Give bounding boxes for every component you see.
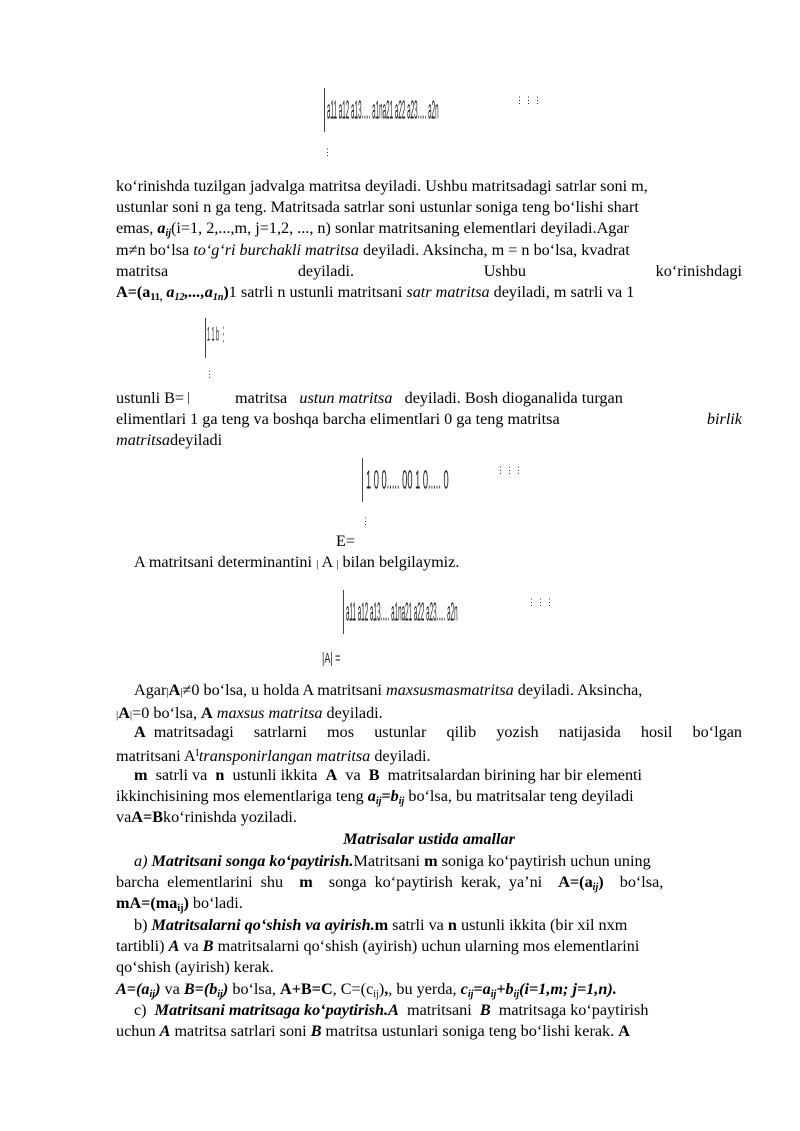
paragraph-transpose bbox=[116, 722, 742, 767]
paragraph-matrix-definition bbox=[116, 176, 742, 303]
matrix-equation-2-tail: ⋮⋮⋮ bbox=[496, 465, 523, 475]
text-line: $A=(a_{11,}$ $a_{12},...,a_{1n})1$ satrli n ustunli matritsani satr matritsa deyiladi, m satrli va 1 bbox=[116, 283, 635, 304]
text-line: qo‘shish (ayirish) kerak. bbox=[116, 958, 274, 977]
text-line: a) Matritsani songa ko‘paytirish.Matritsani m soniga ko‘paytirish uchun uning bbox=[134, 852, 651, 870]
paragraph-column-matrix bbox=[116, 388, 742, 452]
text-line: barcha elementlarini shu m songa ko‘paytirish kerak, ya’ni $A=(a_{ij})$ bo‘lsa, bbox=[116, 873, 664, 894]
text-line: $mA=(ma_{ij})$ bo‘ladi. bbox=[116, 894, 243, 915]
text-line: vaA=Bko‘rinishda yoziladi. bbox=[116, 808, 297, 827]
text-line: matritsani $A^Itransponirlangan$ matritsa deyiladi. bbox=[116, 747, 431, 766]
matrix-equation-2: 1 0 0..... 00 1 0..... 0 bbox=[366, 466, 449, 496]
det-bracket-left bbox=[343, 590, 344, 634]
text-line: ko‘rinishda tuzilgan jadvalga matritsa deyiladi. Ushbu matritsadagi satrlar soni m, bbox=[116, 177, 648, 195]
text-line: matritsa deyiladi. Ushbu ko‘rinishdagi bbox=[116, 261, 742, 280]
text-line: A matritsadagi satrlarni mos ustunlar qilib yozish natijasida hosil bo‘lgan bbox=[134, 723, 742, 741]
matrix-equation-1: a11 a12 a13..... a1na21 a22 a23..... a2n bbox=[327, 96, 439, 126]
text-line: tartibli) A va B matritsalarni qo‘shish (ayirish) uchun ularning mos elementlarini bbox=[116, 937, 640, 956]
text-line: b) Matritsalarni qo‘shish va ayirish.m satrli va n ustunli ikkita (bir xil nxm bbox=[134, 916, 628, 934]
text-line: Agar|A|≠0 bo‘lsa, u holda A matritsani maxsusmasmatritsa deyiladi. Aksincha, bbox=[134, 681, 643, 699]
paragraph-scalar-multiplication bbox=[116, 851, 742, 915]
identity-label: E= bbox=[336, 532, 356, 550]
column-matrix-sub: ⋮ bbox=[205, 369, 214, 379]
matrix-equation-3-tail: ⋮⋮⋮ bbox=[527, 597, 554, 607]
column-matrix-glyph: 1 1 b ⋮ bbox=[207, 322, 226, 345]
text-line: ikkinchisining mos elementlariga teng $a_{ij}=b_{ij}$ bo‘lsa, bu matritsalar teng deyiladi bbox=[116, 787, 634, 808]
det-lhs: |A| = bbox=[322, 650, 341, 667]
text-line: c) Matritsani matritsaga ko‘paytirish.A matritsani B matritsaga ko‘paytirish bbox=[134, 1001, 649, 1019]
text-line: ustunlar soni n ga teng. Matritsada satrlar soni ustunlar soniga teng bo‘lishi shart bbox=[116, 198, 639, 217]
matrix-equation-1-tail: ⋮⋮⋮ bbox=[515, 95, 542, 105]
paragraph-determinant bbox=[116, 552, 742, 575]
text-line: uchun A matritsa satrlari soni B matritsa ustunlari soniga teng bo‘lishi kerak. A bbox=[116, 1022, 630, 1041]
text-line: elimentlari 1 ga teng va boshqa barcha elimentlari 0 ga teng matritsa birlik bbox=[116, 410, 742, 429]
text-line: matritsadeyiladi bbox=[116, 431, 223, 450]
matrix-bracket-left bbox=[324, 88, 325, 132]
matrix-equation-1-sub: ⋮ bbox=[323, 147, 332, 157]
text-line: m≠n bo‘lsa to‘g‘ri burchakli matritsa deyiladi. Aksincha, m = n bo‘lsa, kvadrat bbox=[116, 240, 630, 259]
identity-sub: ⋮ bbox=[361, 516, 370, 526]
paragraph-addition bbox=[116, 915, 742, 1000]
column-matrix-bracket bbox=[205, 318, 206, 358]
section-heading: Matrisalar ustida amallar bbox=[343, 830, 515, 848]
text-line: |A|=0 bo‘lsa, A maxsus matritsa deyiladi. bbox=[116, 704, 383, 723]
paragraph-singular bbox=[116, 680, 742, 726]
text-line: $A=(a_{ij})$ va $B=(b_{ij})$ bo‘lsa, A+B=C, $C=(c_{ij})$,, bu yerda, $c_{ij}=a_{ij}+b_{ij}(i=1,m$; j=1,n). bbox=[116, 979, 617, 1000]
text-line: emas, $a_{ij}(i=1$, 2,...,m, j=1,2, ..., n) sonlar matritsaning elementlari deyiladi.Agar bbox=[116, 219, 629, 240]
matrix-equation-3: a11 a12 a13..... a1na21 a22 a23..... a2n bbox=[346, 598, 458, 628]
paragraph-equality bbox=[116, 765, 742, 829]
text-line: ustunli B= matritsa ustun matritsa deyiladi. Bosh dioganalida turgan bbox=[116, 389, 623, 407]
text-line: m satrli va n ustunli ikkita A va B matritsalardan birining har bir elementi bbox=[134, 766, 643, 784]
text-line: A matritsani determinantini | A | bilan belgilaymiz. bbox=[134, 553, 460, 571]
identity-bracket-left bbox=[362, 458, 363, 502]
paragraph-matrix-multiplication bbox=[116, 1000, 742, 1042]
